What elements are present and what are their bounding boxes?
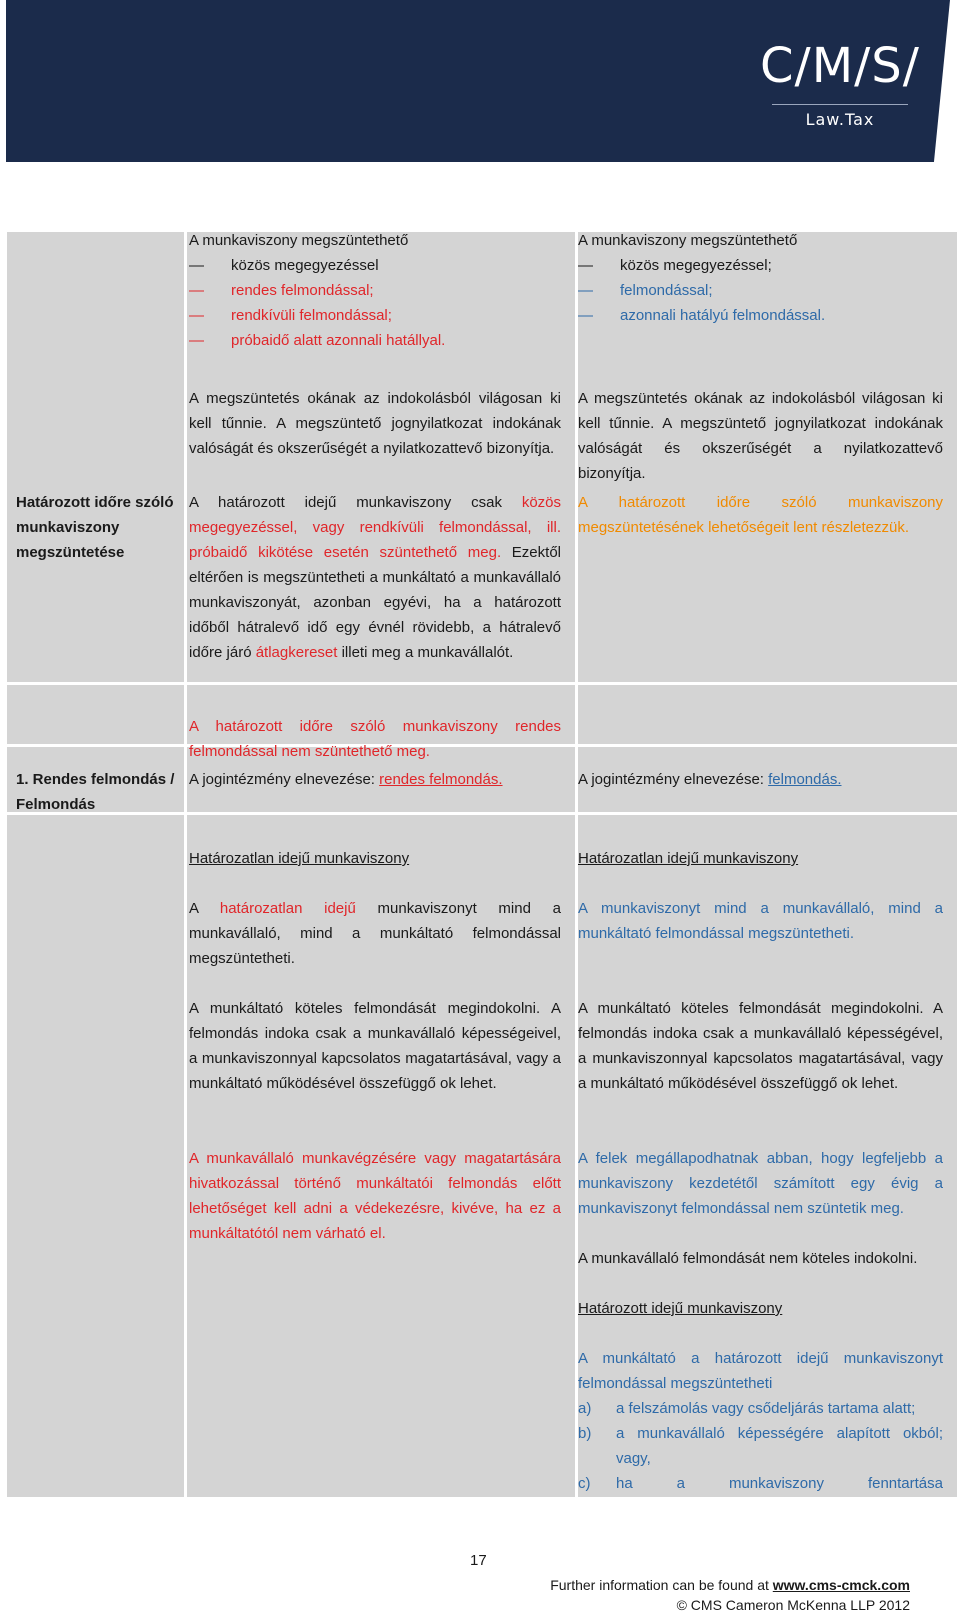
text-span: A jogintézmény elnevezése: [189,771,380,788]
row4-b-p4: A munkavállaló felmondását nem köteles indokolni. [578,1250,918,1267]
row3-a-text [189,767,561,792]
text-span: Ezektől eltérően is megszüntetheti a munkáltató a munkavállaló munkaviszonyát, azonban egyévi, ha a határozott időből hátralevő idő egy évnél rövidebb, a hátralevő időre járó [189,544,561,661]
list-item: — közös megegyezéssel; [578,253,943,278]
website-link[interactable]: www.cms-cmck.com [772,1577,910,1593]
row4-b-heading: Határozatlan idejű munkaviszony [578,850,799,867]
row4-b-p3: A felek megállapodhatnak abban, hogy legfeljebb a munkaviszony kezdetétől számított egy évig a munkaviszonyt felmondással nem szüntetik meg. [578,1150,943,1217]
footer-line [550,1575,910,1595]
list-text: ha a munkaviszony fenntartása [616,1475,943,1492]
text-span: határozatlan idejű [219,900,356,917]
row2-b-p1: A megszüntetés okának az indokolásból világosan ki kell tűnnie. A megszüntető jognyilatkozat indokának valóságát és okszerűségét a nyilatkozattevő bizonyítja. [578,390,943,482]
list-marker: c) [578,1475,591,1492]
row4-b-p5: A munkáltató a határozott idejű munkaviszonyt felmondással megszüntetheti [578,1350,943,1392]
list-marker: a) [578,1400,592,1417]
row4-a-heading: Határozatlan idejű munkaviszony [189,850,410,867]
list-item: — felmondással; [578,278,943,303]
row2-a-p2 [189,490,561,665]
row1-a-intro: A munkaviszony megszüntethető [189,232,409,249]
logo-divider [772,104,908,105]
text-span: illeti meg a munkavállalót. [337,644,514,661]
list-item [578,1421,943,1471]
logo-subtitle: Law.Tax [805,110,875,129]
cms-logo[interactable] [760,36,920,136]
list-item [578,1471,943,1496]
text-span: átlagkereset [255,644,338,661]
row2-b-p2: A határozott időre szóló munkaviszony megszüntetésének lehetőségeit lent részletezzük. [578,494,943,536]
row2-label: Határozott időre szóló munkaviszony megszüntetése [16,494,174,561]
row1-a-list [189,253,561,353]
label-column [7,232,184,1497]
list-item [578,1396,943,1421]
row4-a-p2: A munkáltató köteles felmondását megindokolni. A felmondás indoka csak a munkavállaló képességeivel, a munkaviszonnyal kapcsolatos magatartásával, vagy a munkáltató működésével összefüggő ok lehet. [189,1000,561,1092]
row2-a-p1: A megszüntetés okának az indokolásból világosan ki kell tűnnie. A megszüntető jognyilatkozat indokának valóságát és okszerűségét a nyilatkozattevő bizonyítja. [189,390,561,457]
text-span: A [189,900,220,917]
logo-mark: C/M/S/ [760,38,920,94]
page-number: 17 [470,1552,487,1569]
list-marker: b) [578,1425,592,1442]
text-span: közös megegyezéssel, vagy rendkívüli felmondással, ill. próbaidő kikötése esetén szüntethető meg. [189,494,561,561]
row3-label: 1. Rendes felmondás / Felmondás [16,771,175,813]
row4-b-heading2: Határozott idejű munkaviszony [578,1300,783,1317]
link-felmondas[interactable]: felmondás. [768,771,842,788]
list-text: a felszámolás vagy csődeljárás tartama alatt; [616,1400,916,1417]
row4-b-p1: A munkaviszonyt mind a munkavállaló, mind a munkáltató felmondással megszüntetheti. [578,900,943,942]
text-span: A jogintézmény elnevezése: [578,771,769,788]
list-item: — azonnali hatályú felmondással. [578,303,943,328]
list-item: — rendkívüli felmondással; [189,303,561,328]
row3-b-text [578,767,943,792]
row1-b-list [578,253,943,328]
text-span: munkaviszonyt mind a munkavállaló, mind a munkáltató felmondással megszüntetheti. [189,900,561,967]
row1-b-intro: A munkaviszony megszüntethető [578,232,798,249]
list-item: — rendes felmondással; [189,278,561,303]
footer-prefix: Further information can be found at [550,1577,773,1593]
row-divider [7,682,957,685]
copyright: © CMS Cameron McKenna LLP 2012 [676,1597,910,1613]
row4-a-p3: A munkavállaló munkavégzésére vagy magatartására hivatkozással történő munkáltatói felmondás előtt lehetőséget kell adni a védekezésre, kivéve, ha ez a munkáltatótól nem várható el. [189,1150,561,1242]
footer-info [550,1575,910,1615]
row4-b-p2: A munkáltató köteles felmondását megindokolni. A felmondás indoka csak a munkavállaló képességével, a munkaviszonnyal kapcsolatos magatartásával, vagy a munkáltató működésével összefüggő ok lehet. [578,1000,943,1092]
text-span: A határozott idejű munkaviszony csak [189,494,522,511]
list-text: a munkavállaló képességére alapított okból; vagy, [616,1425,943,1467]
list-item: — próbaidő alatt azonnali hatállyal. [189,328,561,353]
link-rendes-felmondas[interactable]: rendes felmondás. [379,771,503,788]
list-item: — közös megegyezéssel [189,253,561,278]
row4-b-list [578,1396,943,1496]
row4-a-p1 [189,896,561,971]
row2-a-p3: A határozott időre szóló munkaviszony rendes felmondással nem szüntethető meg. [189,718,561,760]
